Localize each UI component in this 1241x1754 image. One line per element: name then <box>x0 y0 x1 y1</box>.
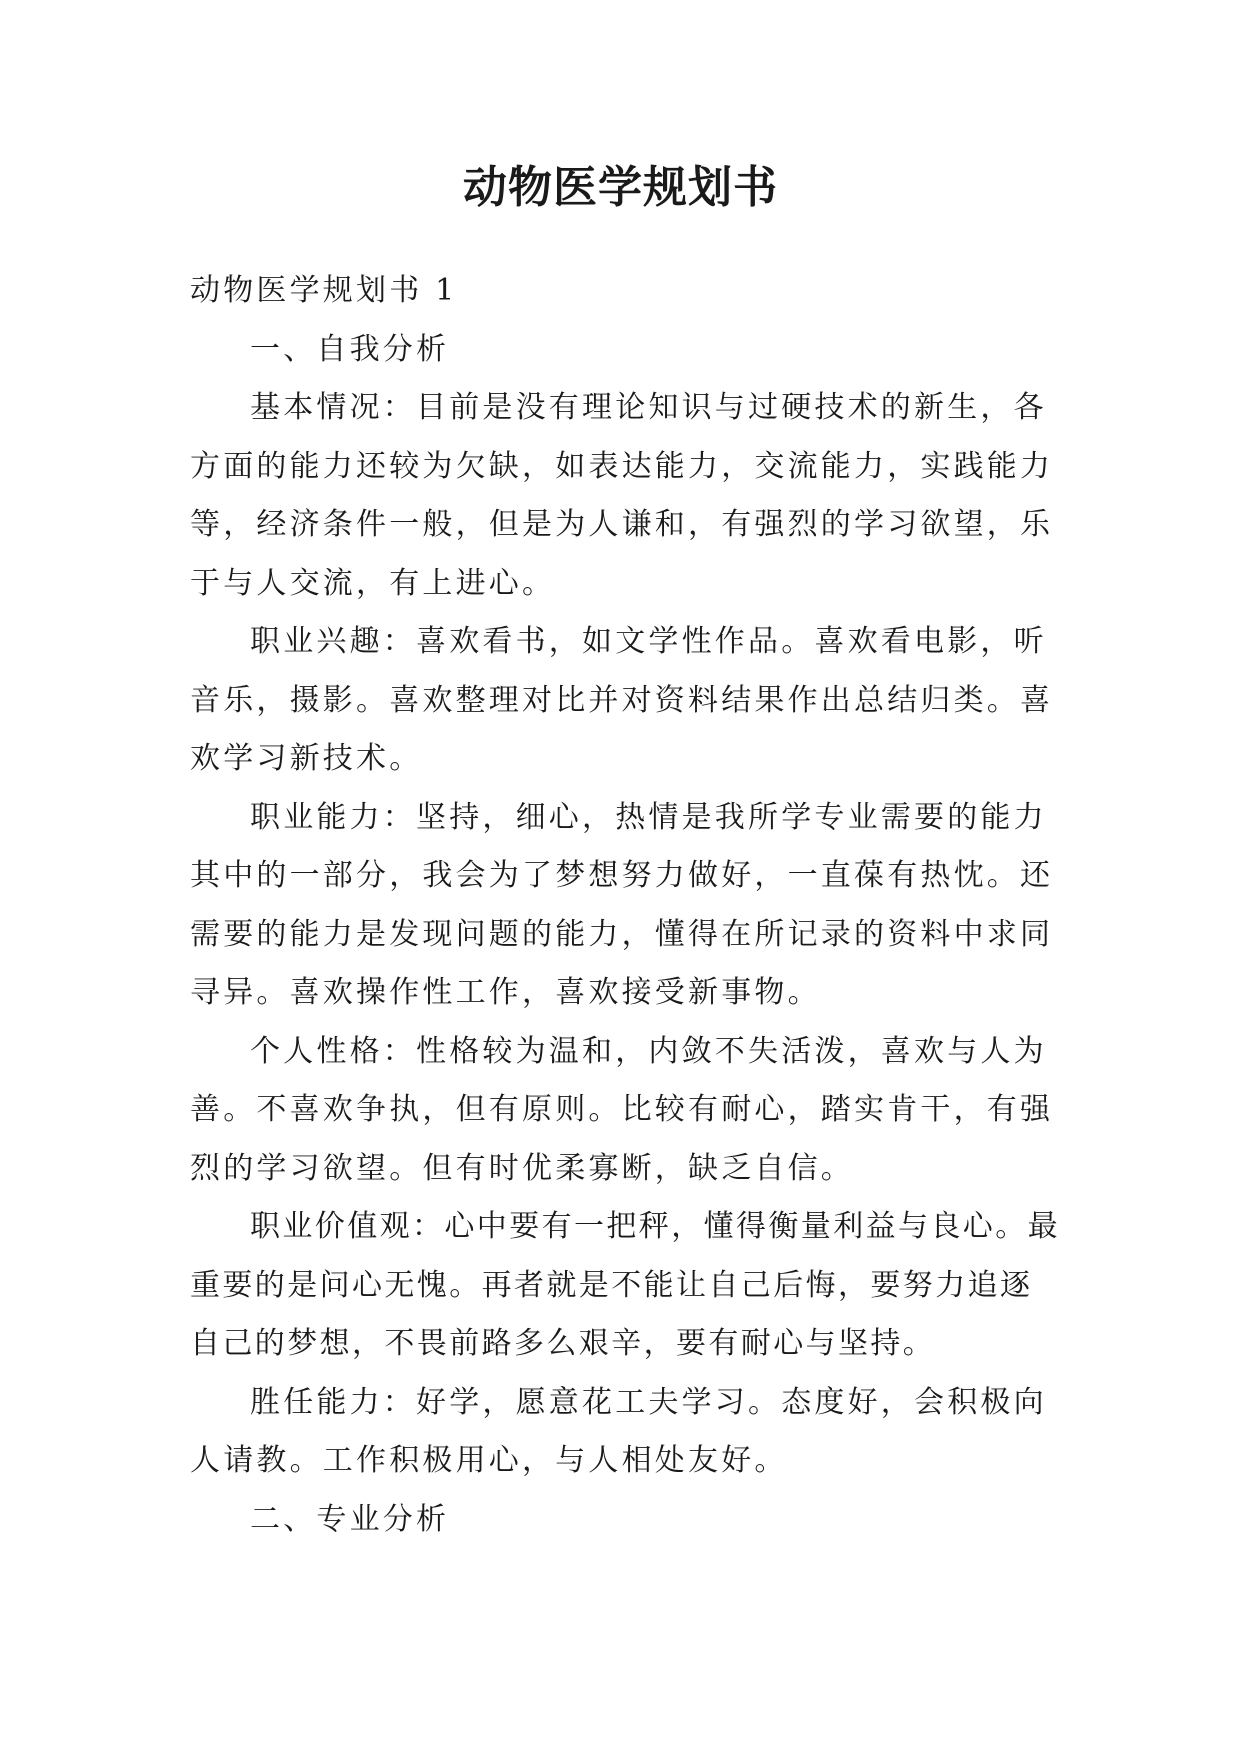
subsection-heading: 二、专业分析 <box>250 1501 450 1537</box>
paragraph-competency: 胜任能力：好学，愿意花工夫学习。态度好，会积极向人请教。工作积极用心，与人相处友好。 <box>190 1384 1047 1478</box>
paragraph-career-ability: 职业能力：坚持，细心，热情是我所学专业需要的能力其中的一部分，我会为了梦想努力做好，一直葆有热忱。还需要的能力是发现问题的能力，懂得在所记录的资料中求同寻异。喜欢操作性工作，喜欢接受新事物。 <box>190 799 1054 1010</box>
paragraph-career-interest: 职业兴趣：喜欢看书，如文学性作品。喜欢看电影，听音乐，摄影。喜欢整理对比并对资料结果作出总结归类。喜欢学习新技术。 <box>190 624 1054 776</box>
document-title: 动物医学规划书 <box>463 162 778 213</box>
paragraph-personality: 个人性格：性格较为温和，内敛不失活泼，喜欢与人为善。不喜欢争执，但有原则。比较有耐心，踏实肯干，有强烈的学习欲望。但有时优柔寡断，缺乏自信。 <box>190 1033 1054 1186</box>
subsection-heading: 一、自我分析 <box>250 331 450 367</box>
document-body <box>190 262 1060 1549</box>
section-heading: 动物医学规划书 1 <box>190 273 458 308</box>
paragraph-career-values: 职业价值观：心中要有一把秤，懂得衡量利益与良心。最重要的是问心无愧。再者就是不能让自己后悔，要努力追逐自己的梦想，不畏前路多么艰辛，要有耐心与坚持。 <box>190 1209 1060 1361</box>
paragraph-basic-situation: 基本情况：目前是没有理论知识与过硬技术的新生，各方面的能力还较为欠缺，如表达能力，交流能力，实践能力等，经济条件一般，但是为人谦和，有强烈的学习欲望，乐于与人交流，有上进心。 <box>190 390 1054 601</box>
